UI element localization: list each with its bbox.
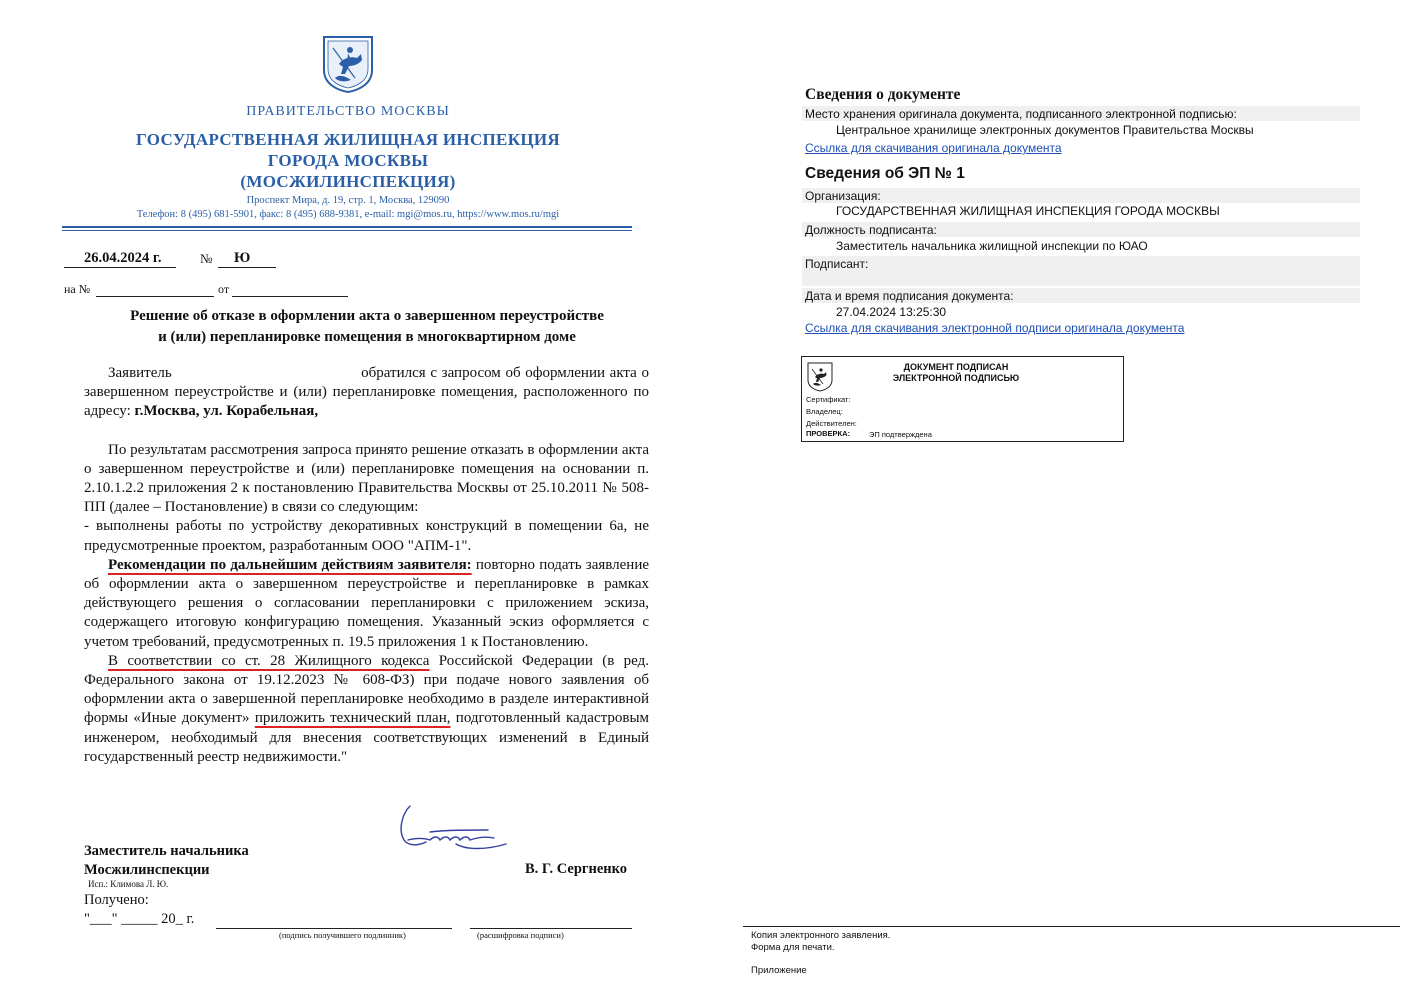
e-signature-stamp xyxy=(801,356,1124,442)
recipient-signature-line xyxy=(216,928,452,929)
letter-body xyxy=(84,364,649,767)
signature-info-page xyxy=(705,0,1419,1000)
org-label: Организация: xyxy=(805,189,881,203)
org-label-band xyxy=(802,188,1360,203)
organization-contacts xyxy=(60,194,636,222)
decision-letter-page xyxy=(0,0,705,1000)
received-date-blank: "___" _____ 20_ г. xyxy=(84,911,195,927)
object-address: г.Москва, ул. Корабельная, xyxy=(134,403,319,420)
signer-position xyxy=(84,842,249,880)
recipient-name-line xyxy=(470,928,632,929)
organization-name-line1: ГОСУДАРСТВЕННАЯ ЖИЛИЩНАЯ ИНСПЕКЦИЯ xyxy=(136,130,560,149)
moscow-coat-of-arms-icon xyxy=(321,34,375,94)
position-value: Заместитель начальника жилищной инспекции по ЮАО xyxy=(836,239,1148,253)
storage-value: Центральное хранилище электронных документов Правительства Москвы xyxy=(836,123,1254,137)
paragraph-applicant xyxy=(84,364,649,422)
recipient-name-caption: (расшифровка подписи) xyxy=(477,930,564,940)
organization-address: Проспект Мира, д. 19, стр. 1, Москва, 129090 xyxy=(246,195,450,206)
government-name: ПРАВИТЕЛЬСТВО МОСКВЫ xyxy=(246,104,450,119)
organization-phones: Телефон: 8 (495) 681-5901, факс: 8 (495) 688-9381, e-mail: mgi@mos.ru, https://www.mos.ru/mgi xyxy=(136,209,560,220)
reference-number-label: на № xyxy=(64,282,91,296)
recommendations-heading: Рекомендации по дальнейшим действиям заявителя: xyxy=(108,556,472,573)
datetime-label: Дата и время подписания документа: xyxy=(805,289,1014,303)
paragraph-housing-code xyxy=(84,652,649,767)
header-rule xyxy=(62,226,632,228)
technical-plan-requirement: приложить технический план, xyxy=(254,710,451,727)
recommendations-text: повторно подать заявление об оформлении акта о завершенном переустройстве и перепланировке в рамках действующего решения о согласовании перепланировки с приложением эскиза, содержащего итоговую конфигурацию помещения. Указанный эскиз оформляется с учетом требований, предусмотренных п. 19.5 приложения 1 к Постановлению. xyxy=(84,556,650,650)
handwritten-signature xyxy=(396,800,516,864)
footer-copy-note: Копия электронного заявления. xyxy=(751,930,891,941)
paragraph-recommendations xyxy=(84,556,649,652)
stamp-owner-label: Владелец: xyxy=(806,407,843,416)
organization-name-line2: ГОРОДА МОСКВЫ xyxy=(267,151,429,170)
ep-info-title: Сведения об ЭП № 1 xyxy=(805,165,965,182)
registration-number-line xyxy=(218,267,276,268)
stamp-valid-label: Действителен: xyxy=(806,419,857,428)
stamp-title xyxy=(858,362,1054,384)
signer-position-line1: Заместитель начальника xyxy=(84,843,249,859)
footer-print-note: Форма для печати. xyxy=(751,942,835,953)
housing-code-reference: В соответствии со ст. 28 Жилищного кодекса xyxy=(108,652,430,669)
registration-date-line xyxy=(64,267,176,268)
stamp-check-label: ПРОВЕРКА: xyxy=(806,429,851,438)
stamp-coat-of-arms-icon xyxy=(807,362,833,392)
reference-date-line xyxy=(232,296,348,297)
stamp-title-line2: ЭЛЕКТРОННОЙ ПОДПИСЬЮ xyxy=(892,373,1020,383)
position-label: Должность подписанта: xyxy=(805,223,937,237)
registration-number: Ю xyxy=(234,250,251,266)
document-info-title: Сведения о документе xyxy=(805,86,961,103)
registration-date: 26.04.2024 г. xyxy=(84,250,162,266)
download-original-link[interactable]: Ссылка для скачивания оригинала документа xyxy=(805,141,1062,155)
header-rule-thin xyxy=(62,230,632,231)
reference-date-label: от xyxy=(218,282,230,296)
stamp-title-line1: ДОКУМЕНТ ПОДПИСАН xyxy=(903,362,1009,372)
signer-value-band xyxy=(802,271,1360,286)
paragraph-reason: - выполнены работы по устройству декоративных конструкций в помещении 6а, не предусмотренные проектом, разработанным ООО "АПМ-1". xyxy=(84,518,649,554)
executor-note: Исп.: Климова Л. Ю. xyxy=(88,879,169,889)
signer-label: Подписант: xyxy=(805,257,869,271)
storage-label: Место хранения оригинала документа, подписанного электронной подписью: xyxy=(805,107,1237,121)
document-title-line1: Решение об отказе в оформлении акта о завершенном переустройстве xyxy=(130,308,604,324)
stamp-check-value: ЭП подтверждена xyxy=(869,430,932,439)
datetime-value: 27.04.2024 13:25:30 xyxy=(836,305,947,319)
received-label: Получено: xyxy=(84,892,149,908)
organization-name xyxy=(60,129,636,192)
applicant-request-text: обратился с запросом об оформлении акта о завершенном переустройстве и (или) перепланировке помещения, расположенного по адресу: xyxy=(84,365,650,420)
footer-attachment: Приложение xyxy=(751,965,807,976)
organization-name-line3: (МОСЖИЛИНСПЕКЦИЯ) xyxy=(240,172,456,191)
document-title xyxy=(80,306,654,348)
org-value: ГОСУДАРСТВЕННАЯ ЖИЛИЩНАЯ ИНСПЕКЦИЯ ГОРОДА МОСКВЫ xyxy=(836,204,1220,218)
registration-number-label: № xyxy=(200,251,213,266)
document-title-line2: и (или) перепланировке помещения в многоквартирном доме xyxy=(158,329,576,345)
footer-rule xyxy=(743,926,1400,927)
signer-name: В. Г. Сергненко xyxy=(525,861,628,877)
download-signature-link[interactable]: Ссылка для скачивания электронной подписи оригинала документа xyxy=(805,321,1185,335)
reference-number-line xyxy=(96,296,214,297)
signer-position-line2: Мосжилинспекции xyxy=(84,862,210,878)
housing-code-text: Российской Федерации (в ред. Федерального закона от 19.12.2023 № 608-ФЗ) при подаче нового заявления об оформлении акта о завершенной перепланировке необходимо в разделе интерактивной формы «Иные документ» xyxy=(84,652,650,727)
housing-code-text-end: подготовленный кадастровым инженером, необходимый для внесения соответствующих изменений в Единый государственный реестр недвижимости." xyxy=(84,710,650,765)
recipient-signature-caption: (подпись получившего подлинник) xyxy=(279,930,406,940)
paragraph-decision: По результатам рассмотрения запроса принято решение отказать в оформлении акта о завершенном переустройстве и (или) перепланировке помещения на основании п. 2.10.1.2.2 приложения 2 к постановлению Правительства Москвы от 25.10.2011 № 508-ПП (далее – Постановление) в связи со следующим: xyxy=(84,441,649,516)
stamp-certificate-label: Сертификат: xyxy=(806,395,851,404)
signer-label-band xyxy=(802,256,1360,271)
applicant-label: Заявитель xyxy=(108,365,172,381)
